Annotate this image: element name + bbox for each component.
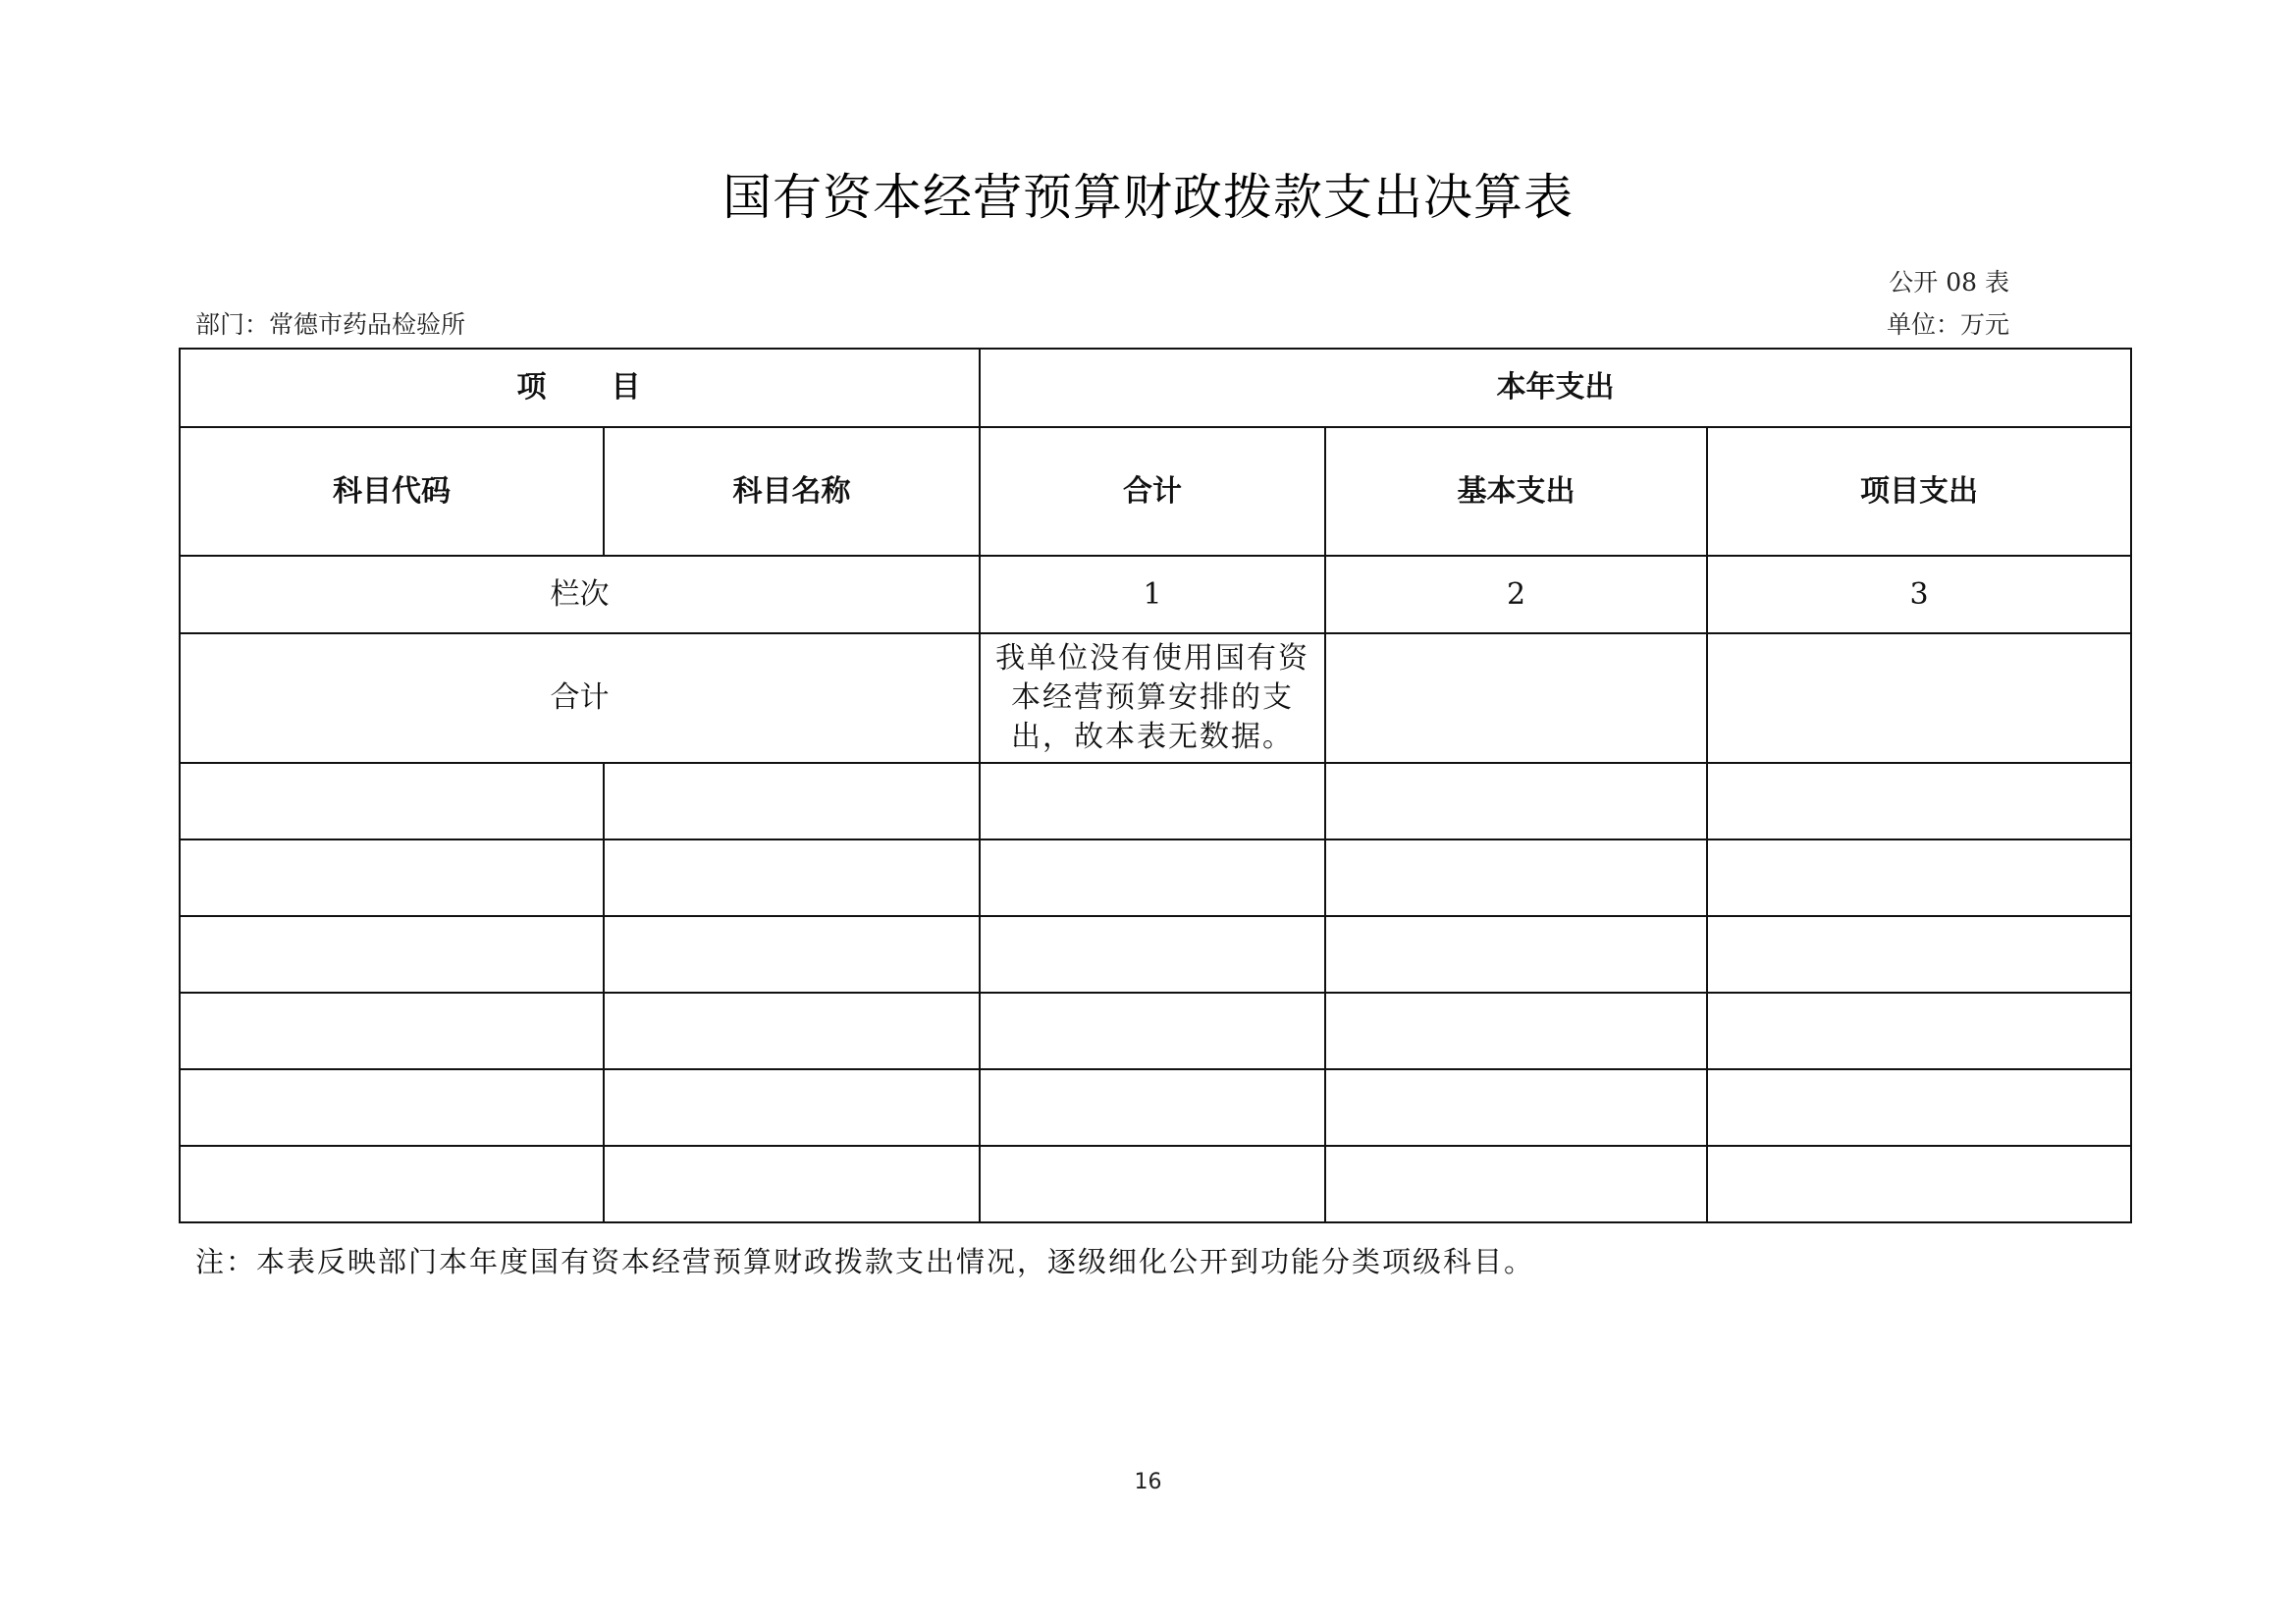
- header-total: 合计: [980, 427, 1325, 556]
- page-number: 16: [1134, 1470, 1162, 1494]
- table-cell: [604, 839, 980, 916]
- table-cell: [180, 916, 604, 993]
- column-index-3: 3: [1707, 556, 2131, 633]
- table-cell: [1707, 1069, 2131, 1146]
- table-cell: [180, 993, 604, 1069]
- total-row: [180, 633, 2131, 763]
- table-cell: [980, 1146, 1325, 1222]
- header-subject-code: 科目代码: [180, 427, 604, 556]
- total-project-value: [1707, 633, 2131, 763]
- table-row: [180, 839, 2131, 916]
- table-cell: [1325, 993, 1707, 1069]
- header-basic-expense: 基本支出: [1325, 427, 1707, 556]
- table-cell: [1325, 839, 1707, 916]
- form-number: 公开 08 表: [1889, 268, 2009, 297]
- table-cell: [180, 1069, 604, 1146]
- unit-label: 单位：万元: [1886, 310, 2009, 339]
- column-index-label: 栏次: [180, 556, 980, 633]
- table-cell: [1707, 916, 2131, 993]
- table-cell: [604, 763, 980, 839]
- table-cell: [1325, 1069, 1707, 1146]
- table-cell: [604, 993, 980, 1069]
- table-footnote: 注：本表反映部门本年度国有资本经营预算财政拨款支出情况，逐级细化公开到功能分类项级科目。: [195, 1245, 1535, 1278]
- table-cell: [980, 916, 1325, 993]
- table-cell: [980, 1069, 1325, 1146]
- table-cell: [980, 839, 1325, 916]
- total-label: 合计: [180, 633, 980, 763]
- page-title: 国有资本经营预算财政拨款支出决算表: [722, 169, 1574, 226]
- total-basic-value: [1325, 633, 1707, 763]
- table-cell: [980, 993, 1325, 1069]
- table-cell: [180, 1146, 604, 1222]
- table-cell: [1325, 763, 1707, 839]
- table-cell: [604, 916, 980, 993]
- department-label: 部门：常德市药品检验所: [195, 310, 466, 339]
- table-row: [180, 1069, 2131, 1146]
- table-cell: [180, 839, 604, 916]
- header-project-expense: 项目支出: [1707, 427, 2131, 556]
- table-row: [180, 763, 2131, 839]
- table-cell: [180, 763, 604, 839]
- table-cell: [604, 1069, 980, 1146]
- table-cell: [980, 763, 1325, 839]
- table-header-row-2: [180, 427, 2131, 556]
- no-data-note: 我单位没有使用国有资本经营预算安排的支出，故本表无数据。: [980, 633, 1325, 763]
- table-header-row-1: [180, 349, 2131, 427]
- column-index-row: [180, 556, 2131, 633]
- table-cell: [604, 1146, 980, 1222]
- table-cell: [1707, 763, 2131, 839]
- column-index-1: 1: [980, 556, 1325, 633]
- table-row: [180, 916, 2131, 993]
- table-cell: [1325, 916, 1707, 993]
- table-row: [180, 993, 2131, 1069]
- table-row: [180, 1146, 2131, 1222]
- table-cell: [1707, 993, 2131, 1069]
- table-cell: [1707, 839, 2131, 916]
- column-index-2: 2: [1325, 556, 1707, 633]
- header-project-cell: 项 目: [180, 349, 980, 427]
- budget-table: [179, 348, 2132, 1223]
- header-subject-name: 科目名称: [604, 427, 980, 556]
- header-current-year-cell: 本年支出: [980, 349, 2131, 427]
- table-cell: [1707, 1146, 2131, 1222]
- table-cell: [1325, 1146, 1707, 1222]
